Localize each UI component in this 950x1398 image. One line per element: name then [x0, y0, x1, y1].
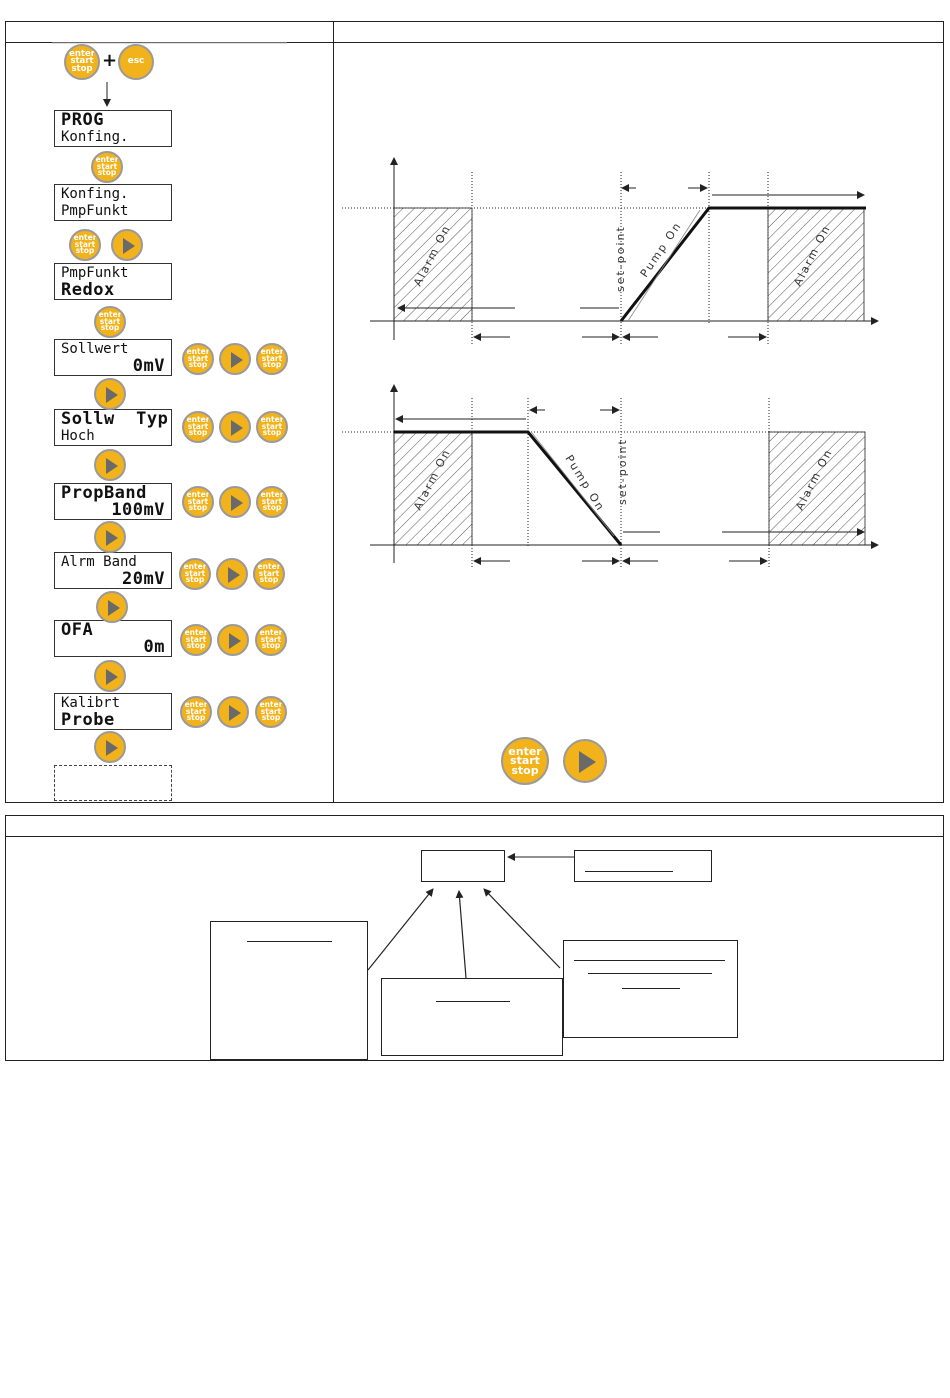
chart1-thin-guide	[628, 210, 700, 321]
chart2-pump-label: Pump On	[562, 452, 608, 515]
enter-start-stop-button[interactable]: enter start stop	[64, 44, 100, 80]
esc-button[interactable]: esc	[118, 44, 154, 80]
enter-start-stop-button-large[interactable]: enter start stop	[501, 737, 549, 785]
diagram-source-box-right	[563, 940, 738, 1038]
chart1-alarm-label-right: Alarm On	[791, 222, 834, 289]
enter-start-stop-button[interactable]: enter start stop	[256, 411, 288, 443]
placeholder-rule	[574, 960, 725, 961]
chart-falling	[342, 385, 878, 568]
enter-start-stop-button[interactable]: enter start stop	[69, 229, 101, 261]
enter-start-stop-button[interactable]: enter start stop	[255, 696, 287, 728]
chart1-setpoint-label: set-point	[614, 225, 627, 292]
lcd-screen-konfing: Konfing. PmpFunkt	[54, 184, 172, 221]
diagram-source-box-left	[210, 921, 368, 1060]
enter-start-stop-button[interactable]: enter start stop	[255, 624, 287, 656]
placeholder-rule	[247, 941, 332, 942]
enter-start-stop-button[interactable]: enter start stop	[180, 696, 212, 728]
lcd-screen-ofa: OFA 0m	[54, 620, 172, 657]
enter-start-stop-button[interactable]: enter start stop	[94, 306, 126, 338]
lcd-screen-sollw-typ: Sollw Typ Hoch	[54, 409, 172, 446]
enter-start-stop-button[interactable]: enter start stop	[179, 558, 211, 590]
diagram-arrow-from-center-box	[459, 891, 466, 978]
chart1-pump-label: Pump On	[637, 219, 685, 280]
lcd-screen-pmpfunkt: PmpFunkt Redox	[54, 263, 172, 300]
placeholder-rule	[588, 973, 712, 974]
diagram-source-box-center	[381, 978, 563, 1056]
lcd-screen-alrm-band: Alrm Band 20mV	[54, 552, 172, 589]
diagram-arrow-from-left-box	[368, 889, 433, 970]
enter-start-stop-button[interactable]: enter start stop	[182, 411, 214, 443]
chart2-alarm-label-right: Alarm On	[793, 446, 836, 513]
chart-rising	[342, 158, 878, 345]
chart1-alarm-zone-right	[768, 208, 864, 321]
enter-start-stop-button[interactable]: enter start stop	[256, 343, 288, 375]
lcd-screen-sollwert: Sollwert 0mV	[54, 339, 172, 376]
chart2-setpoint-label: set-point	[616, 438, 629, 505]
enter-start-stop-button[interactable]: enter start stop	[182, 343, 214, 375]
diagram-arrow-from-far-right-box	[484, 889, 560, 968]
chart2-thin-guide	[532, 433, 614, 536]
lcd-screen-prog: PROG Konfing.	[54, 110, 172, 147]
enter-start-stop-button[interactable]: enter start stop	[256, 486, 288, 518]
enter-start-stop-button[interactable]: enter start stop	[253, 558, 285, 590]
plus-sign: +	[102, 50, 118, 71]
placeholder-rule	[622, 988, 680, 989]
diagram-source-box-top-right	[574, 850, 712, 882]
placeholder-rule	[585, 871, 673, 872]
diagram-target-box	[421, 850, 505, 882]
lcd-screen-propband: PropBand 100mV	[54, 483, 172, 520]
chart1-alarm-label-left: Alarm On	[411, 222, 454, 289]
chart2-alarm-zone-right	[769, 432, 865, 545]
placeholder-rule	[436, 1001, 510, 1002]
enter-start-stop-button[interactable]: enter start stop	[182, 486, 214, 518]
lcd-screen-kalibrt: Kalibrt Probe	[54, 693, 172, 730]
enter-start-stop-button[interactable]: enter start stop	[180, 624, 212, 656]
chart2-alarm-label-left: Alarm On	[411, 446, 454, 513]
enter-start-stop-button[interactable]: enter start stop	[91, 151, 123, 183]
